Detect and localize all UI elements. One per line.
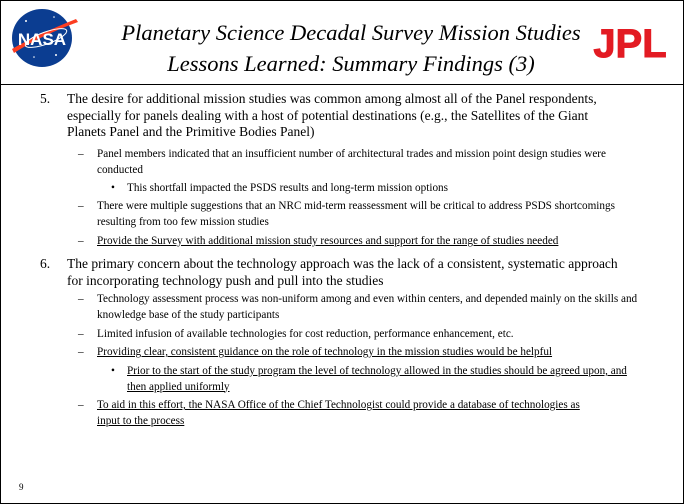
sub-point-text: Limited infusion of available technologies for cost reduction, performance enhancement, etc. [97,328,514,340]
slide-title-line1: Planetary Science Decadal Survey Mission Studies [121,20,581,45]
finding-item-text: The primary concern about the technology approach was the lack of a consistent, systematic approach for incorporating technology push and pull into the studies [67,256,618,288]
nasa-logo-text: NASA [17,30,67,49]
sub-point-text: There were multiple suggestions that an NRC mid-term reassessment will be critical to address PSDS shortcomings resulting from too few mission studies [97,200,615,228]
item-number: 5. [40,91,51,106]
jpl-logo-text: JPL [593,22,667,63]
bullet-marker: • [111,182,115,194]
page-number: 9 [19,482,24,492]
dash-marker: – [78,328,84,340]
dash-marker: – [78,148,84,160]
sub-point-text: This shortfall impacted the PSDS results and long-term mission options [127,182,448,194]
sub-point-text: To aid in this effort, the NASA Office of the Chief Technologist could provide a database of technologies as input to the process [97,399,580,427]
header-divider [1,84,683,85]
jpl-logo [581,21,679,63]
sub-point-text: Technology assessment process was non-uniform among and even within centers, and depended mainly on the skills and knowledge base of the study participants [97,293,638,321]
bullet-marker: • [111,365,115,377]
sub-point-text: Provide the Survey with additional mission study resources and support for the range of studies needed [97,235,559,247]
dash-marker: – [78,235,84,247]
item-number: 6. [40,256,51,271]
finding-item-text: The desire for additional mission studies was common among almost all of the Panel respondents, especially for panels dealing with a host of potential destinations (e.g., the Satellites of the Giant Planets Panel and the Primitive Bodies Panel) [67,91,597,139]
dash-marker: – [78,200,84,212]
sub-point-text: Prior to the start of the study program the level of technology allowed in the studies should be agreed upon, and then applied uniformly [127,365,627,393]
sub-point-text: Providing clear, consistent guidance on the role of technology in the mission studies would be helpful [97,346,553,358]
dash-marker: – [78,346,84,358]
dash-marker: – [78,399,84,411]
slide-title-line2: Lessons Learned: Summary Findings (3) [167,51,535,76]
dash-marker: – [78,293,84,305]
sub-point-text: Panel members indicated that an insufficient number of architectural trades and mission point design studies were conducted [97,148,606,176]
